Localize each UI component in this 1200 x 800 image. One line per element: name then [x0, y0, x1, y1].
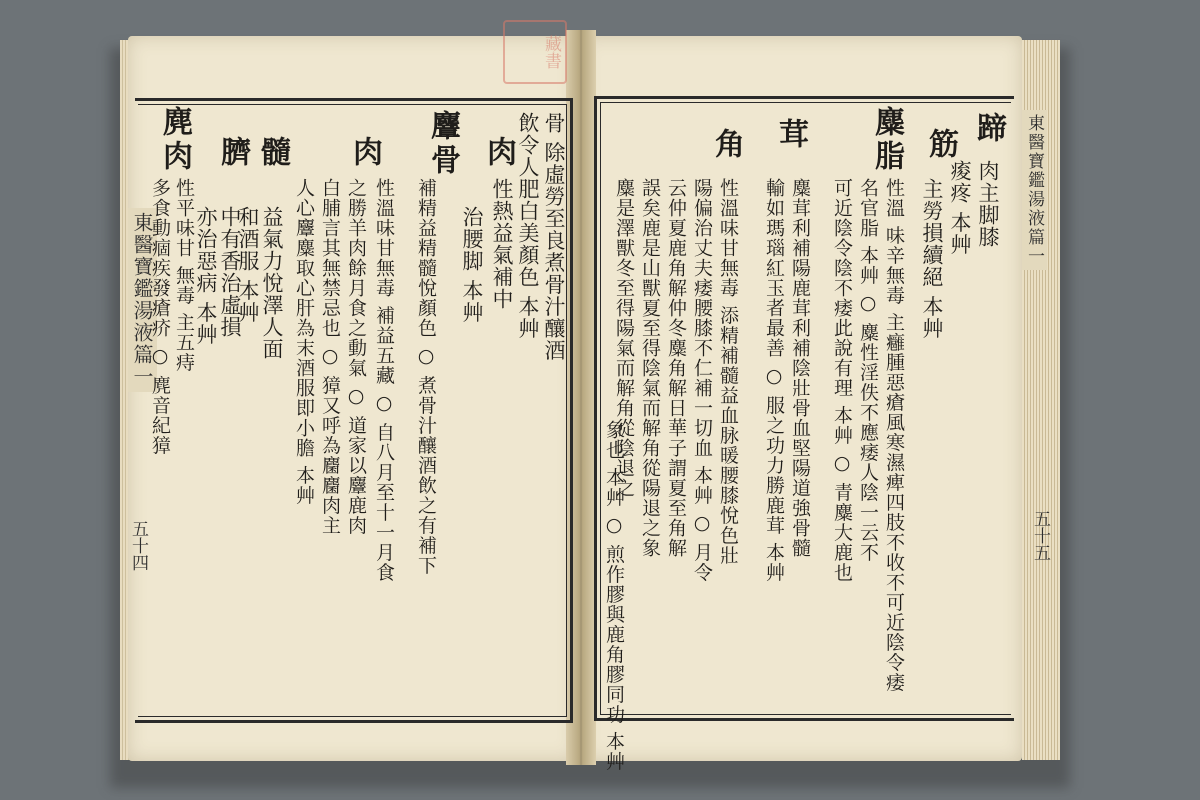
- text-column: 肉主脚膝: [976, 160, 1000, 248]
- text-column: 麋是澤獸冬至得陽氣而解角從陰退之: [613, 178, 635, 498]
- library-seal: [503, 20, 567, 84]
- text-column: 麋茸利補陽鹿茸利補陰壯骨血堅陽道強骨髓: [789, 178, 811, 558]
- text-column: 性溫味甘無毒 補益五藏 ○ 自八月至十一月食: [373, 178, 395, 583]
- left-spine-title: 東醫寶鑑湯液篇一: [128, 208, 157, 392]
- entry-heading: 筋: [923, 128, 958, 162]
- entry-heading: 麂肉: [157, 106, 192, 174]
- text-column: 和酒服 本艸: [236, 206, 260, 324]
- text-column: 名官脂 本艸 ○ 麋性淫佚不應痿人陰一云不: [857, 178, 879, 563]
- entry-heading: 肉: [481, 136, 516, 170]
- text-column: 白脯言其無禁忌也 ○ 獐又呼為麕麕肉主: [319, 178, 341, 536]
- text-column: 性溫味甘無毒 添精補髓益血脉暖腰膝悅色壯: [717, 178, 739, 566]
- text-column: 亦治惡病 本艸: [194, 206, 218, 346]
- text-column: 可近陰令陰不痿此說有理 本艸 ○ 青麋大鹿也: [831, 178, 853, 583]
- text-column: 云仲夏鹿角解仲冬麋角解日華子謂夏至角解: [665, 178, 687, 558]
- text-column: 補精益精髓悅顏色 ○ 煮骨汁釀酒飲之有補下: [415, 178, 437, 576]
- entry-heading: 茸: [773, 118, 808, 152]
- entry-heading: 髓: [255, 136, 290, 170]
- text-column: 中有香治虛損: [218, 206, 242, 338]
- entry-heading: 角: [709, 128, 744, 162]
- text-column: 主勞損續絕 本艸: [920, 178, 944, 340]
- text-column: 痠疼 本艸: [948, 160, 972, 256]
- text-column: 骨 除虛勞至良煮骨汁釀酒: [542, 112, 566, 362]
- entry-heading: 麋脂: [869, 106, 904, 174]
- entry-heading: 臍: [215, 136, 250, 170]
- seal-text: 藏書: [541, 35, 561, 69]
- text-column: 益氣力悅澤人面: [260, 206, 284, 360]
- entry-heading: 麞骨: [425, 110, 460, 178]
- text-column: 治腰脚 本艸: [460, 206, 484, 324]
- text-column: 人心麞麋取心肝為末酒服即小膽 本艸: [293, 178, 315, 506]
- text-column: 飲令人肥白美顏色 本艸: [516, 112, 540, 340]
- text-column: 輸如瑪瑙紅玉者最善 ○ 服之功力勝鹿茸 本艸: [763, 178, 785, 583]
- entry-heading: 蹄: [971, 112, 1006, 146]
- text-column: 之勝羊肉餘月食之動氣 ○ 道家以麞鹿肉: [345, 178, 367, 536]
- text-column: 誤矣鹿是山獸夏至得陰氣而解角從陽退之象: [639, 178, 661, 558]
- right-spine-title: 東醫寶鑑湯液篇一: [1022, 110, 1047, 270]
- text-column: 多食動痼疾發瘡疥 ○ 麂音紀獐: [149, 178, 171, 456]
- text-column: 性熱益氣補中: [490, 178, 514, 310]
- entry-heading: 肉: [347, 136, 382, 170]
- text-column: 陽偏治丈夫痿腰膝不仁補一切血 本艸 ○ 月令: [691, 178, 713, 583]
- text-column: 象也 本艸 ○ 煎作膠與鹿角膠同功 本艸: [603, 420, 625, 772]
- left-folio-number: 五十四: [128, 520, 148, 571]
- text-column: 性平味甘 無毒 主五痔: [173, 178, 195, 373]
- right-folio-number: 五十五: [1030, 510, 1050, 561]
- text-column: 性溫 味辛無毒 主癰腫惡瘡風寒濕痺四肢不收不可近陰令痿: [883, 178, 905, 693]
